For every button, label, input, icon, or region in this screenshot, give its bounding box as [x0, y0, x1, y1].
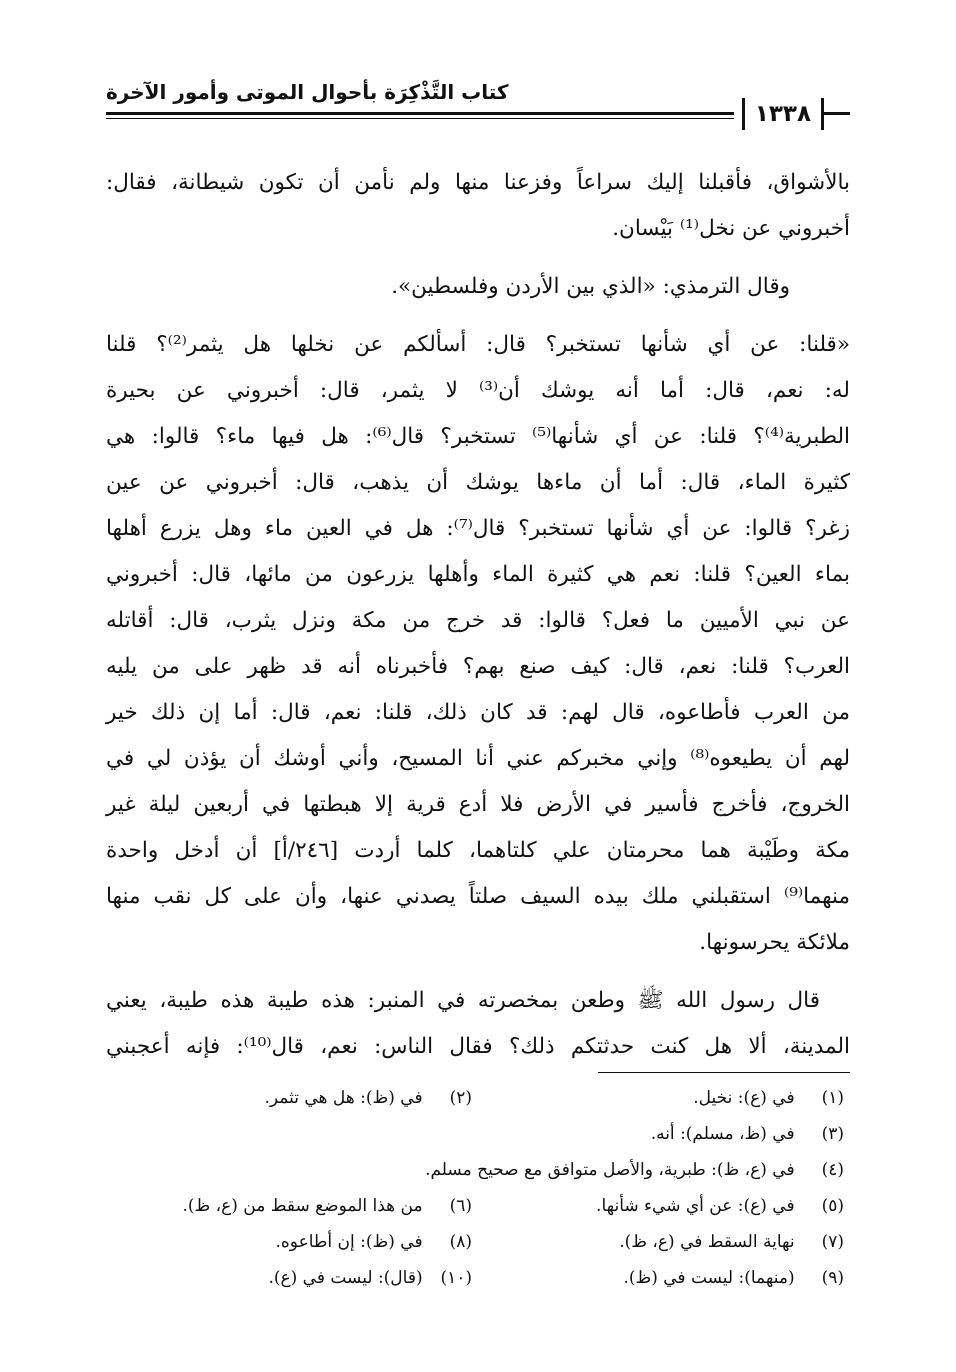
footnote-1: [478, 1080, 850, 1116]
header-rule-right: [824, 112, 850, 115]
footnote-text: نهاية السقط في (ع، ظ).: [619, 1232, 795, 1252]
text-line: كثيرة الماء، قال: أما أن ماءها يوشك أن يذهب، قال: أخبروني عن عين: [106, 470, 850, 495]
footnote-text: في (ع): عن أي شيء شأنها.: [596, 1196, 795, 1216]
footnote-text: في (ظ): هل هي تثمر.: [264, 1088, 423, 1108]
footnote-5: [478, 1188, 850, 1224]
footnote-number: (٥): [821, 1196, 844, 1216]
footnote-row: [106, 1188, 850, 1224]
text-line: عن نبي الأميين ما فعل؟ قالوا: قد خرج من مكة ونزل يثرب، قال: أقاتله: [106, 608, 850, 633]
paragraph-4: [106, 978, 850, 1070]
main-text: [106, 160, 850, 1082]
footnotes: [106, 1080, 850, 1296]
footnote-text: في (ظ، مسلم): أنه.: [650, 1124, 795, 1144]
footnote-8: [106, 1224, 478, 1260]
footnote-text: في (ع): نخيل.: [693, 1088, 795, 1108]
footnote-number: (٢): [449, 1088, 472, 1108]
paragraph-2: [106, 264, 850, 310]
footnote-number: (٦): [449, 1196, 472, 1216]
book-title: كتاب التَّذْكِرَة بأحوال الموتى وأمور الآخرة: [106, 80, 509, 104]
text-line: من العرب فأطاعوه، قال لهم: قد كان ذلك، قلنا: نعم، قال: أما إن ذلك خير: [106, 700, 850, 725]
page-number: ١٣٣٨: [742, 98, 824, 130]
footnote-number: (١٠): [440, 1268, 472, 1288]
text-line: «قلنا: عن أي شأنها تستخبر؟ قال: أسألكم عن نخلها هل يثمر⁽²⁾؟ قلنا: [106, 332, 850, 357]
text-line: الطبرية⁽⁴⁾؟ قلنا: عن أي شأنها⁽⁵⁾ تستخبر؟ قال⁽⁶⁾: هل فيها ماء؟ قالوا: هي: [106, 424, 850, 449]
footnote-separator: [598, 1072, 850, 1073]
footnote-text: من هذا الموضع سقط من (ع، ظ).: [182, 1196, 423, 1216]
footnote-number: (١): [821, 1088, 844, 1108]
text-line: له: نعم، قال: أما أنه يوشك أن⁽³⁾ لا يثمر، قال: أخبروني عن بحيرة: [106, 378, 850, 403]
paragraph-3: [106, 322, 850, 966]
paragraph-1: [106, 160, 850, 252]
text-line: أخبروني عن نخل⁽¹⁾ بَيْسان.: [612, 216, 850, 241]
footnote-2: [106, 1080, 478, 1116]
footnote-3: [106, 1116, 850, 1152]
footnote-row: [106, 1260, 850, 1296]
footnote-6: [106, 1188, 478, 1224]
header-rule-thin: [106, 118, 734, 119]
footnote-row: [106, 1116, 850, 1152]
footnote-row: [106, 1224, 850, 1260]
footnote-number: (٣): [821, 1124, 844, 1144]
footnote-number: (٤): [821, 1160, 844, 1180]
text-line: لهم أن يطيعوه⁽⁸⁾ وإني مخبركم عني أنا المسيح، وأني أوشك أن يؤذن لي في: [106, 746, 850, 771]
footnote-row: [106, 1080, 850, 1116]
text-line: قال رسول الله ﷺ وطعن بمخصرته في المنبر: هذه طيبة هذه طيبة، يعني: [106, 988, 820, 1013]
footnote-number: (٨): [449, 1232, 472, 1252]
text-line: مكة وطَيْبة هما محرمتان علي كلتاهما، كلما أردت [٢٤٦/أ] أن أدخل واحدة: [106, 838, 851, 863]
footnote-9: [478, 1260, 850, 1296]
text-line: الخروج، فأخرج فأسير في الأرض فلا أدع قرية إلا هبطتها في أربعين ليلة غير: [106, 792, 850, 817]
text-line: بالأشواق، فأقبلنا إليك سراعاً وفزعنا منها ولم نأمن أن تكون شيطانة، فقال:: [106, 170, 850, 195]
footnote-text: في (ظ): إن أطاعوه.: [275, 1232, 423, 1252]
text-line: العرب؟ قلنا: نعم، قال: كيف صنع بهم؟ فأخبرناه أنه قد ظهر على من يليه: [106, 654, 850, 679]
footnote-row: [106, 1152, 850, 1188]
footnote-4: [106, 1152, 850, 1188]
footnote-number: (٩): [821, 1268, 844, 1288]
footnote-number: (٧): [821, 1232, 844, 1252]
text-line: منهما⁽⁹⁾ استقبلني ملك بيده السيف صلتاً يصدني عنها، وأن على كل نقب منها: [106, 884, 850, 909]
footnote-text: (قال): ليست في (ع).: [268, 1268, 423, 1288]
footnote-text: في (ع، ظ): طبرية، والأصل متوافق مع صحيح مسلم.: [425, 1160, 795, 1180]
text-line: زغر؟ قالوا: عن أي شأنها تستخبر؟ قال⁽⁷⁾: هل في العين ماء وهل يزرع أهلها: [106, 516, 851, 541]
footnote-text: (منهما): ليست في (ظ).: [623, 1268, 795, 1288]
footnote-7: [478, 1224, 850, 1260]
text-line: وقال الترمذي: «الذي بين الأردن وفلسطين».: [391, 274, 790, 299]
text-line: بماء العين؟ قلنا: نعم هي كثيرة الماء وأهلها يزرعون من مائها، قال: أخبروني: [106, 562, 850, 587]
text-line: ملائكة يحرسونها.: [699, 930, 850, 955]
text-line: المدينة، ألا هل كنت حدثتكم ذلك؟ فقال الناس: نعم، قال⁽¹⁰⁾: فإنه أعجبني: [106, 1034, 851, 1059]
page-header: [106, 72, 850, 132]
header-rule-thick: [106, 112, 734, 115]
footnote-10: [106, 1260, 478, 1296]
